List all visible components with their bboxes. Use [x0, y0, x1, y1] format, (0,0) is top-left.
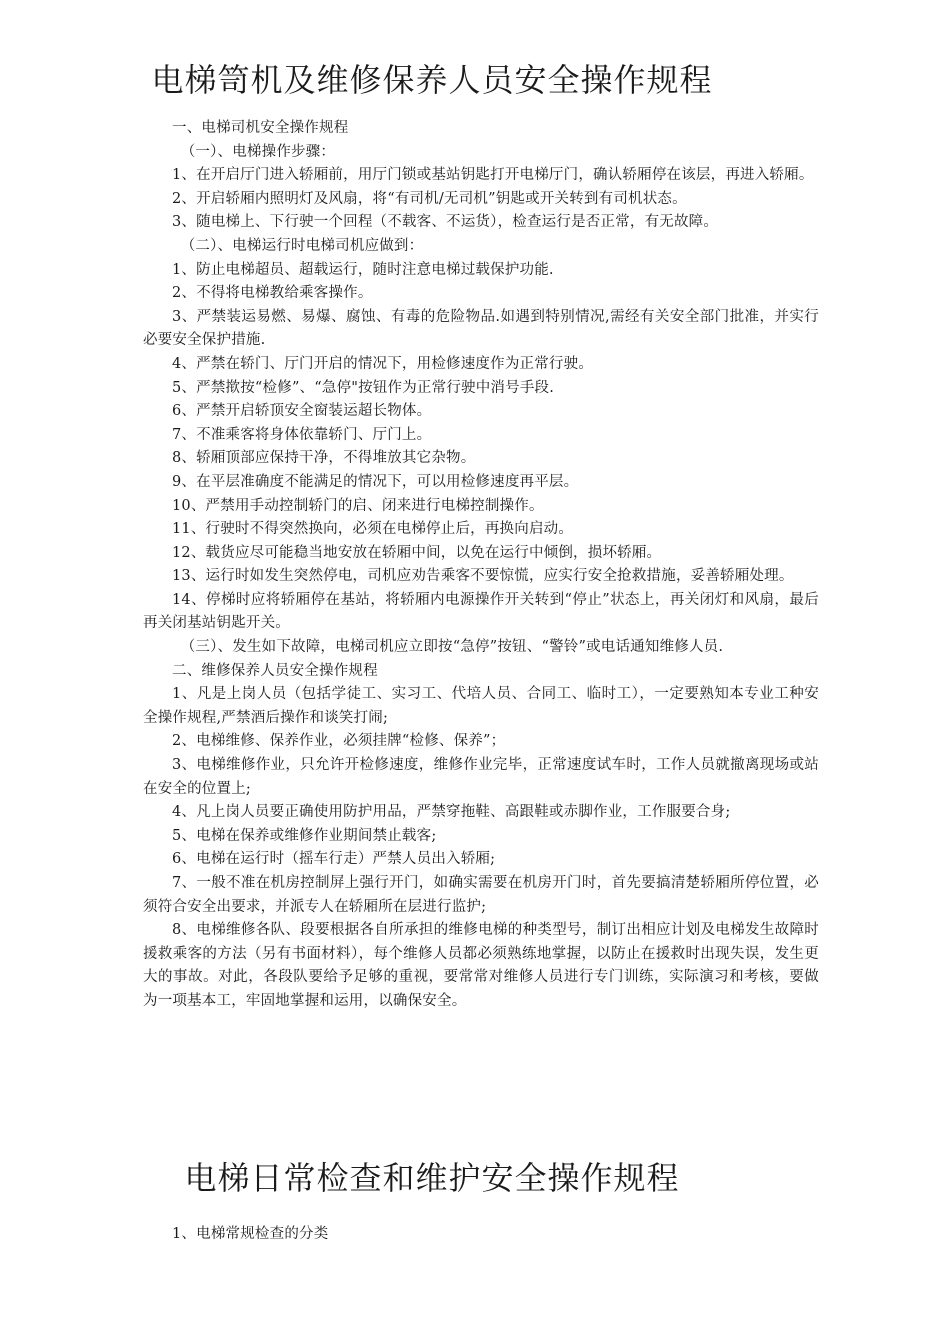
paragraph: 5、严禁揿按“检修”、“急停"按钮作为正常行驶中消号手段. [172, 379, 555, 396]
paragraph: 一、电梯司机安全操作规程 [172, 120, 349, 136]
paragraph: 6、电梯在运行时（摇车行走）严禁人员出入轿厢; [172, 851, 496, 868]
paragraph: 12、载货应尽可能稳当地安放在轿厢中间，以免在运行中倾倒，损坏轿厢。 [172, 544, 662, 561]
paragraph: 3、电梯维修作业，只允许开检修速度，维修作业完毕，正常速度试车时，工作人员就撤离现场或站在安全的位置上; [143, 757, 819, 797]
paragraph: 2、不得将电梯教给乘客操作。 [172, 285, 373, 302]
paragraph: （一）、电梯操作步骤： [180, 143, 336, 160]
paragraph: 14、停梯时应将轿厢停在基站，将轿厢内电源操作开关转到“停止”状态上，再关闭灯和风扇，最后再关闭基站钥匙开关。 [143, 591, 819, 632]
section-body-1 [143, 117, 819, 1014]
paragraph: 10、严禁用手动控制轿门的启、闭来进行电梯控制操作。 [172, 497, 544, 514]
paragraph: 7、一般不准在机房控制屏上强行开门，如确实需要在机房开门时，首先要搞清楚轿厢所停位置，必须符合安全出要求，并派专人在轿厢所在层进行监护; [143, 875, 819, 915]
paragraph: 1、防止电梯超员、超载运行，随时注意电梯过载保护功能. [172, 261, 554, 278]
paragraph: 9、在平层准确度不能满足的情况下，可以用检修速度再平层。 [172, 473, 579, 490]
paragraph: 11、行驶时不得突然换向，必须在电梯停止后，再换向启动。 [172, 521, 574, 538]
paragraph: 3、随电梯上、下行驶一个回程（不载客、不运货），检查运行是否正常，有无故障。 [172, 214, 719, 231]
paragraph: （三）、发生如下故障，电梯司机应立即按“急停”按钮、“警铃”或电话通知维修人员. [180, 639, 724, 656]
document-title: 电梯笥机及维修保养人员安全操作规程 [151, 61, 713, 99]
paragraph: 4、严禁在轿门、厅门开启的情况下，用检修速度作为正常行驶。 [172, 355, 594, 372]
paragraph: 二、维修保养人员安全操作规程 [172, 662, 378, 679]
paragraph: 1、在开启厅门进入轿厢前，用厅门锁或基站钥匙打开电梯厅门，确认轿厢停在该层，再进入轿厢。 [172, 167, 814, 184]
paragraph: 8、轿厢顶部应保持干净，不得堆放其它杂物。 [172, 450, 476, 467]
paragraph: 2、开启轿厢内照明灯及风扇，将“有司机/无司机”钥匙或开关转到有司机状态。 [172, 190, 687, 207]
paragraph: 1、电梯常规检查的分类 [172, 1226, 329, 1242]
paragraph: 2、电梯维修、保养作业，必须挂牌“检修、保养”； [172, 733, 506, 750]
paragraph: 8、电梯维修各队、段要根据各自所承担的维修电梯的种类型号，制订出相应计划及电梯发生故障时援救乘客的方法（另有书面材料），每个维修人员都必须熟练地掌握，以防止在援救时出现失误，发生更大的事故。对此，各段队要给予足够的重视，要常常对维修人员进行专门训练，实际演习和考核，要做为一项基本工，牢固地掌握和运用，以确保安全。 [143, 922, 819, 1009]
paragraph: （二）、电梯运行时电梯司机应做到： [180, 237, 424, 254]
paragraph: 7、不准乘客将身体依靠轿门、厅门上。 [172, 426, 432, 443]
section-title-2: 电梯日常检查和维护安全操作规程 [184, 1159, 680, 1197]
paragraph: 4、凡上岗人员要正确使用防护用品，严禁穿拖鞋、高跟鞋或赤脚作业，工作服要合身; [172, 804, 731, 821]
section-body-2 [143, 1223, 819, 1247]
paragraph: 1、凡是上岗人员（包括学徒工、实习工、代培人员、合同工、临时工），一定要熟知本专业工种安全操作规程,严禁酒后操作和谈笑打闹; [143, 686, 819, 726]
paragraph: 3、严禁装运易燃、易爆、腐蚀、有毒的危险物品.如遇到特别情况,需经有关安全部门批准，并实行必要安全保护措施. [143, 308, 819, 349]
paragraph: 13、运行时如发生突然停电，司机应劝告乘客不要惊慌，应实行安全抢救措施，妥善轿厢处理。 [172, 568, 794, 585]
paragraph: 5、电梯在保养或维修作业期间禁止载客; [172, 827, 437, 844]
paragraph: 6、严禁开启轿顶安全窗装运超长物体。 [172, 403, 432, 420]
